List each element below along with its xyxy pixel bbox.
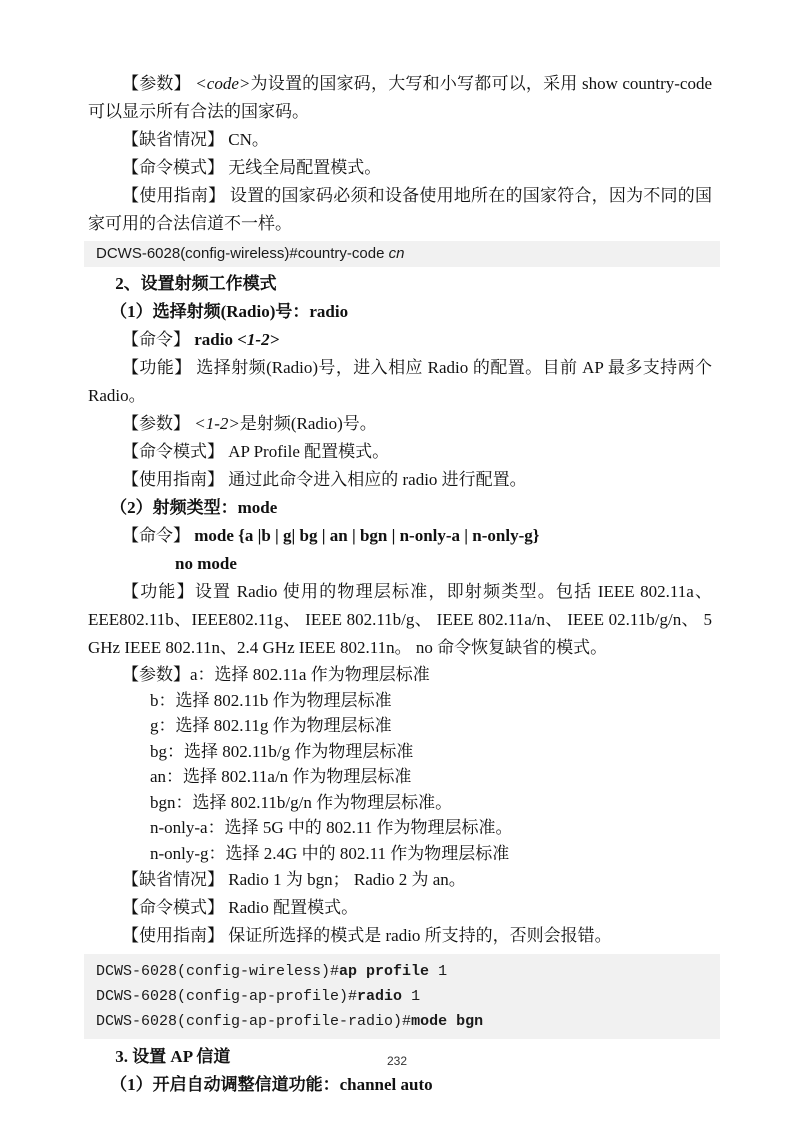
paragraph-country-code-param xyxy=(88,70,712,126)
field-label: 【参数】 xyxy=(122,414,195,433)
cli-prompt: DCWS-6028(config-ap-profile-radio)# xyxy=(96,1013,412,1030)
page-number: 232 xyxy=(386,1054,408,1068)
cli-prompt: DCWS-6028(config-wireless)# xyxy=(96,963,340,980)
param-option-n-only-g: n-only-g：选择 2.4G 中的 802.11 作为物理层标准 xyxy=(150,843,510,863)
param-option-g: g：选择 802.11g 作为物理层标准 xyxy=(150,716,392,735)
field-label: 【使用指南】 xyxy=(122,926,229,945)
paragraph-mode-func xyxy=(88,578,712,662)
paragraph-country-code-cmdmode xyxy=(88,154,712,182)
cli-argument: cn xyxy=(388,245,405,262)
paragraph-mode-cmdmode xyxy=(88,894,712,922)
field-label: 【参数】 xyxy=(122,74,196,93)
subsection-heading-radio-type: （2）射频类型：mode xyxy=(110,498,278,517)
field-label: 【命令】 xyxy=(122,330,195,349)
paragraph-text: 为设置的国家码，大写和小写都可以，采用 show country-code 可以显示所有合法的国家码。 xyxy=(88,74,713,121)
cli-example-mode xyxy=(84,954,720,1039)
cli-line xyxy=(96,959,708,984)
cli-prompt: DCWS-6028(config-wireless)#country-code xyxy=(96,245,389,262)
paragraph-text: 设置 Radio 使用的物理层标准，即射频类型。包括 IEEE 802.11a、EEE802.11b、IEEE802.11g、 IEEE 802.11b/g、 IEEE 802.11a/n、 IEEE 02.11b/g/n、 5 GHz IEEE 802.11n、2.4 GHz IEEE 802.11n。 no 命令恢复缺省的模式。 xyxy=(88,582,712,657)
param-option: a：选择 802.11a 作为物理层标准 xyxy=(190,665,430,684)
param-option-an: an：选择 802.11a/n 作为物理层标准 xyxy=(150,767,412,786)
subsection-heading-channel-auto: （1）开启自动调整信道功能：channel auto xyxy=(110,1075,433,1094)
paragraph-mode-guide xyxy=(88,922,712,950)
subsection-heading-select-radio: （1）选择射频(Radio)号：radio xyxy=(110,302,349,321)
field-label: 【使用指南】 xyxy=(122,470,229,489)
field-label: 【命令模式】 xyxy=(122,442,229,461)
section-heading-radio-mode: 2、设置射频工作模式 xyxy=(115,274,277,293)
page-content xyxy=(88,70,712,1099)
param-option-b: b：选择 802.11b 作为物理层标准 xyxy=(150,690,392,710)
paragraph-mode-param-first xyxy=(88,662,712,688)
paragraph-mode-cmd xyxy=(88,522,712,550)
paragraph-text: AP Profile 配置模式。 xyxy=(228,442,390,461)
command-keyword: radio xyxy=(194,330,238,349)
command-keyword: mode {a |b | g| bg | an | bgn | n-only-a | n-only-g} xyxy=(194,526,540,545)
param-option-n-only-a: n-only-a：选择 5G 中的 802.11 作为物理层标准。 xyxy=(150,818,513,837)
paragraph-no-mode: no mode xyxy=(175,554,237,573)
field-label: 【命令模式】 xyxy=(122,158,229,177)
cli-argument: 1 xyxy=(402,988,421,1005)
paragraph-text: 选择射频(Radio)号，进入相应 Radio 的配置。目前 AP 最多支持两个 Radio。 xyxy=(88,358,713,405)
command-argument: <1-2> xyxy=(237,330,280,349)
param-option-bg: bg：选择 802.11b/g 作为物理层标准 xyxy=(150,741,414,761)
cli-keyword: radio xyxy=(357,988,403,1005)
paragraph-radio-func xyxy=(88,354,712,410)
field-label: 【缺省情况】 xyxy=(122,870,229,889)
param-option-bgn: bgn：选择 802.11b/g/n 作为物理层标准。 xyxy=(150,792,453,812)
field-label: 【功能】 xyxy=(122,358,197,377)
paragraph-radio-guide xyxy=(88,466,712,494)
paragraph-text: 设置的国家码必须和设备使用地所在的国家符合，因为不同的国家可用的合法信道不一样。 xyxy=(88,186,713,233)
cli-line xyxy=(96,1009,708,1034)
paragraph-radio-param xyxy=(88,410,712,438)
field-label: 【缺省情况】 xyxy=(122,130,229,149)
field-label: 【命令模式】 xyxy=(122,898,229,917)
field-label: 【功能】 xyxy=(122,582,195,601)
paragraph-text: Radio 1 为 bgn； Radio 2 为 an。 xyxy=(228,870,466,889)
cli-example-country-code xyxy=(84,241,720,267)
cli-keyword: mode bgn xyxy=(411,1013,484,1030)
paragraph-country-code-guide xyxy=(88,182,712,238)
paragraph-radio-cmd xyxy=(88,326,712,354)
command-argument: <1-2> xyxy=(194,414,240,433)
section-heading-ap-channel: 3. 设置 AP 信道 xyxy=(115,1047,231,1066)
field-label: 【使用指南】 xyxy=(122,186,230,205)
paragraph-text: 是射频(Radio)号。 xyxy=(239,414,377,433)
paragraph-mode-default xyxy=(88,866,712,894)
paragraph-country-code-default xyxy=(88,126,712,154)
command-argument: <code> xyxy=(195,74,251,93)
cli-line xyxy=(96,984,708,1009)
paragraph-text: 无线全局配置模式。 xyxy=(228,158,382,177)
paragraph-radio-cmdmode xyxy=(88,438,712,466)
cli-argument: 1 xyxy=(429,963,448,980)
field-label: 【参数】 xyxy=(122,665,190,684)
paragraph-text: 通过此命令进入相应的 radio 进行配置。 xyxy=(228,470,527,489)
cli-keyword: ap profile xyxy=(339,963,430,980)
cli-prompt: DCWS-6028(config-ap-profile)# xyxy=(96,988,358,1005)
paragraph-text: Radio 配置模式。 xyxy=(228,898,359,917)
paragraph-text: CN。 xyxy=(228,130,269,149)
paragraph-text: 保证所选择的模式是 radio 所支持的，否则会报错。 xyxy=(228,926,612,945)
field-label: 【命令】 xyxy=(122,526,195,545)
cli-line xyxy=(96,243,708,265)
